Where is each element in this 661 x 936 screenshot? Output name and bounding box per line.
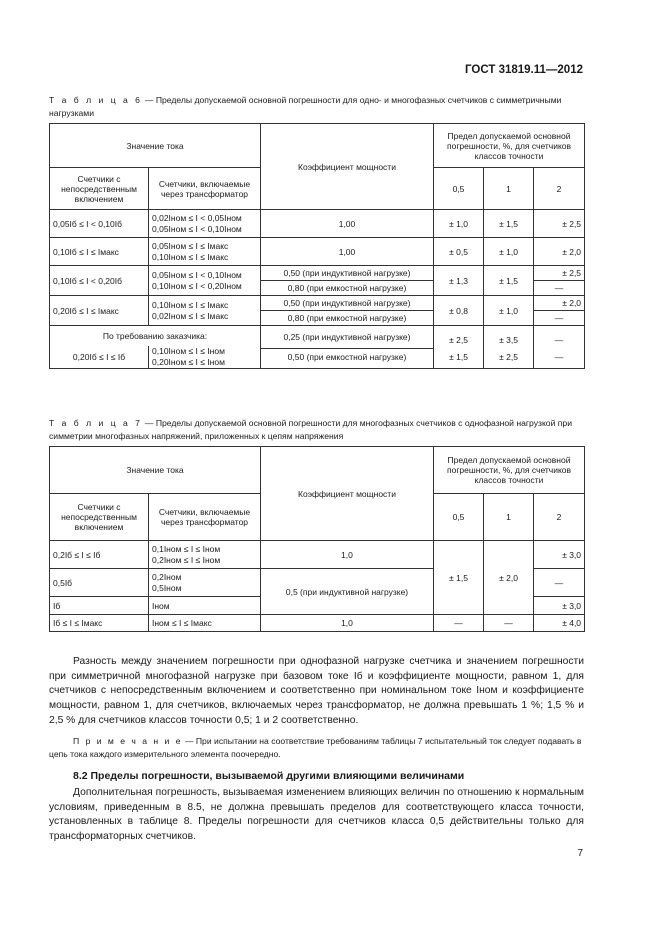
- cell-line: 0,02Iном ≤ I < 0,05Iном: [152, 212, 242, 223]
- cell-pf: [261, 326, 434, 369]
- table7-label: Т а б л и ц а 7: [49, 418, 143, 428]
- cell-pf: 1,00: [261, 238, 434, 266]
- cell-line: 0,50 (при емкостной нагрузке): [287, 352, 407, 363]
- cell-v1: ± 1,3: [434, 266, 484, 296]
- header-limit: Предел допускаемой основной погрешности, %, для счетчиков классов точности: [434, 124, 585, 168]
- cell-v1: ± 0,8: [434, 296, 484, 326]
- cell-direct: 0,2Iб ≤ I ≤ Iб: [50, 541, 149, 569]
- cell-v2: —: [484, 615, 534, 632]
- cell-v3: —: [534, 311, 585, 326]
- table-row: [50, 210, 585, 238]
- cell-v3: ± 2,5: [534, 210, 585, 238]
- cell-pf: 0,5 (при индуктивной нагрузке): [261, 569, 434, 615]
- paragraph-additional: [49, 786, 584, 845]
- cell-v2: ± 1,5: [484, 266, 534, 296]
- section-title: 8.2 Пределы погрешности, вызываемой другими влияющими величинами: [73, 770, 465, 782]
- cell-direct: 0,05Iб ≤ I < 0,10Iб: [50, 210, 149, 238]
- header-transformer: Счетчики, включаемые через трансформатор: [149, 168, 261, 210]
- cell-v1: ± 1,5: [434, 541, 484, 615]
- cell-v3: ± 4,0: [534, 615, 585, 632]
- cell-transformer: [149, 266, 261, 296]
- table-row: [50, 266, 585, 281]
- cell-customer-request: По требованию заказчика:: [50, 326, 261, 346]
- note: [49, 735, 584, 760]
- cell-line: ± 2,5: [499, 351, 518, 362]
- cell-line: 0,2Iном: [152, 571, 182, 582]
- cell-v2: [484, 326, 534, 369]
- table-row: [50, 615, 585, 632]
- cell-line: 0,10Iном ≤ I ≤ Iмакс: [152, 299, 229, 310]
- cell-transformer: [149, 541, 261, 569]
- document-header: ГОСТ 31819.11—2012: [465, 64, 583, 76]
- table7: [49, 446, 585, 632]
- cell-v1: —: [434, 615, 484, 632]
- header-class-2: 2: [534, 168, 585, 210]
- table6-label: Т а б л и ц а 6: [49, 95, 143, 105]
- cell-transformer: Iном ≤ I ≤ Iмакс: [149, 615, 261, 632]
- cell-line: 0,10Iном ≤ I ≤ Iном: [152, 345, 225, 356]
- cell-line: 0,1Iном ≤ I ≤ Iном: [152, 543, 221, 554]
- cell-transformer: [149, 346, 261, 369]
- cell-v2: ± 1,5: [484, 210, 534, 238]
- cell-pf: 0,50 (при индуктивной нагрузке): [261, 266, 434, 281]
- cell-direct: 0,20Iб ≤ I ≤ Iб: [50, 346, 149, 369]
- cell-line: 0,02Iном ≤ I ≤ Iмакс: [152, 310, 229, 321]
- cell-transformer: [149, 569, 261, 597]
- cell-v3: —: [534, 569, 585, 597]
- table6: [49, 123, 585, 369]
- cell-line: 0,10Iном ≤ I ≤ Iмакс: [152, 251, 229, 262]
- cell-v3: ± 3,0: [534, 541, 585, 569]
- cell-v2: ± 2,0: [484, 541, 534, 615]
- cell-v1: ± 0,5: [434, 238, 484, 266]
- cell-direct: Iб: [50, 597, 149, 615]
- cell-line: 0,05Iном ≤ I ≤ Iмакс: [152, 240, 229, 251]
- cell-line: 0,2Iном ≤ I ≤ Iном: [152, 554, 221, 565]
- cell-pf: 1,0: [261, 615, 434, 632]
- cell-line: 0,05Iном ≤ I < 0,10Iном: [152, 223, 242, 234]
- table7-caption: [49, 417, 583, 442]
- cell-direct: 0,5Iб: [50, 569, 149, 597]
- cell-line: 0,05Iном ≤ I < 0,10Iном: [152, 269, 242, 280]
- cell-pf: 0,50 (при индуктивной нагрузке): [261, 296, 434, 311]
- cell-direct: 0,20Iб ≤ I ≤ Iмакс: [50, 296, 149, 326]
- header-power-factor: Коэффициент мощности: [261, 447, 434, 541]
- cell-v1: ± 1,0: [434, 210, 484, 238]
- header-direct: Счетчики с непосредственным включением: [50, 168, 149, 210]
- cell-pf: 0,80 (при емкостной нагрузке): [261, 281, 434, 296]
- header-power-factor: Коэффициент мощности: [261, 124, 434, 210]
- cell-line: ± 1,5: [449, 351, 468, 362]
- header-direct: Счетчики с непосредственным включением: [50, 494, 149, 541]
- table6-title: — Пределы допускаемой основной погрешности для одно- и многофазных счетчиков с симметричными нагрузками: [49, 95, 562, 118]
- cell-v3: ± 2,0: [534, 238, 585, 266]
- header-current: Значение тока: [50, 447, 261, 494]
- cell-transformer: [149, 210, 261, 238]
- table-row: [50, 296, 585, 311]
- cell-v3: ± 3,0: [534, 597, 585, 615]
- cell-line: 0,10Iном ≤ I < 0,20Iном: [152, 280, 242, 291]
- paragraph-difference: [49, 655, 584, 729]
- header-current: Значение тока: [50, 124, 261, 168]
- cell-direct: Iб ≤ I ≤ Iмакс: [50, 615, 149, 632]
- header-class-05: 0,5: [434, 168, 484, 210]
- cell-v2: ± 1,0: [484, 296, 534, 326]
- table6-caption: [49, 94, 583, 119]
- cell-line: —: [554, 334, 564, 345]
- cell-direct: 0,10Iб ≤ I ≤ Iмакс: [50, 238, 149, 266]
- paragraph-text: Дополнительная погрешность, вызываемая изменением влияющих величин по отношению к нормальным условиям, приведенным в 8.5, не должна превышать пределов для соответствующего класса точности, установленных в таблице 8. Пределы погрешности для счетчиков класса 0,5 действительны только для трансформаторных счетчиков.: [49, 787, 584, 843]
- cell-transformer: [149, 238, 261, 266]
- cell-line: ± 3,5: [499, 334, 518, 345]
- cell-v3: ± 2,5: [534, 266, 585, 281]
- cell-direct: 0,10Iб ≤ I < 0,20Iб: [50, 266, 149, 296]
- cell-pf: 0,80 (при емкостной нагрузке): [261, 311, 434, 326]
- cell-line: —: [554, 351, 564, 362]
- cell-v3: ± 2,0: [534, 296, 585, 311]
- header-class-05: 0,5: [434, 494, 484, 541]
- table7-title: — Пределы допускаемой основной погрешности для многофазных счетчиков с однофазной нагрузкой при симметрии многофазных напряжений, приложенных к цепям напряжения: [49, 418, 573, 441]
- cell-pf: 1,0: [261, 541, 434, 569]
- cell-transformer: [149, 296, 261, 326]
- cell-line: ± 2,5: [449, 334, 468, 345]
- header-limit: Предел допускаемой основной погрешности, %, для счетчиков классов точности: [434, 447, 585, 494]
- cell-line: 0,25 (при индуктивной нагрузке): [261, 327, 433, 349]
- cell-pf: 1,00: [261, 210, 434, 238]
- cell-v1: [434, 326, 484, 369]
- header-transformer: Счетчики, включаемые через трансформатор: [149, 494, 261, 541]
- cell-v3: —: [534, 281, 585, 296]
- cell-line: 0,20Iном ≤ I ≤ Iном: [152, 356, 225, 367]
- cell-transformer: Iном: [149, 597, 261, 615]
- note-text: — При испытании на соответствие требованиям таблицы 7 испытательный ток следует подавать в цепь тока каждого измерительного элемента поочередно.: [49, 736, 582, 759]
- table-row: [50, 238, 585, 266]
- cell-v2: ± 1,0: [484, 238, 534, 266]
- cell-v3: [534, 326, 585, 369]
- header-class-2: 2: [534, 494, 585, 541]
- paragraph-text: Разность между значением погрешности при однофазной нагрузке счетчика и значением погрешности при симметричной многофазной нагрузке при базовом токе Iб и коэффициенте мощности, равном 1, для счетчиков с непосредственным включением и соответственно при номинальном токе Iном и коэффициенте мощности, равном 1, для счетчиков, включаемых через трансформатор, не должна превышать 1 %; 1,5 % и 2,5 % для счетчиков классов точности 0,5; 1 и 2 соответственно.: [49, 656, 584, 726]
- table-row: [50, 326, 585, 346]
- page-number: 7: [577, 848, 583, 859]
- header-class-1: 1: [484, 494, 534, 541]
- note-label: П р и м е ч а н и е: [73, 736, 183, 746]
- cell-line: 0,5Iном: [152, 582, 182, 593]
- table-row: [50, 541, 585, 569]
- header-class-1: 1: [484, 168, 534, 210]
